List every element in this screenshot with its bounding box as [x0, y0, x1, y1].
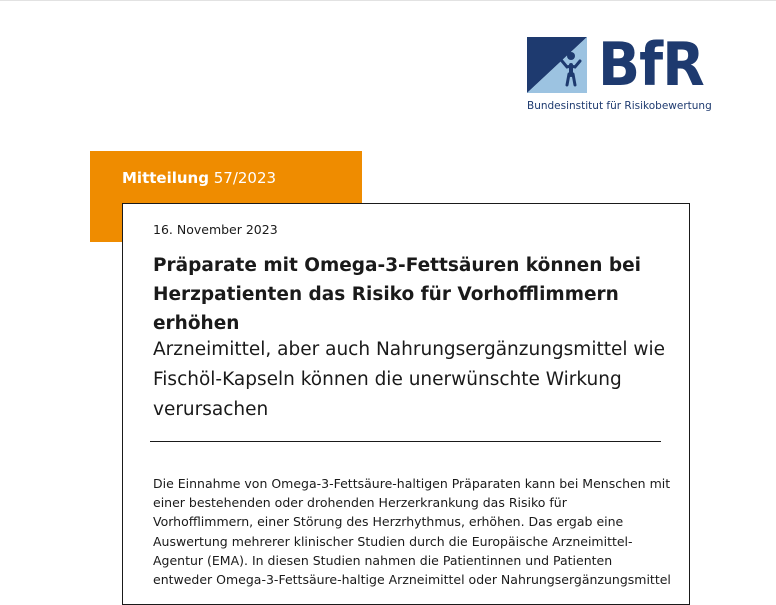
publication-label [122, 169, 276, 187]
article-box [122, 203, 690, 605]
bfr-logo-mark-icon [527, 37, 587, 93]
article-body [153, 474, 673, 589]
publication-type: Mitteilung [122, 169, 209, 187]
article-headline: Präparate mit Omega-3-Fettsäuren können bei Herzpatienten das Risiko für Vorhofflimmern erhöhen [153, 255, 641, 334]
bfr-logo [527, 30, 727, 117]
article-subheadline: Arzneimittel, aber auch Nahrungsergänzungsmittel wie Fischöl-Kapseln können die unerwünschte Wirkung verursachen [153, 339, 666, 420]
divider [150, 441, 661, 442]
body-line: einer bestehenden oder drohenden Herzerkrankung das Risiko für [153, 495, 567, 511]
page-top-border [0, 0, 776, 1]
body-line: Agentur (EMA). In diesen Studien nahmen die Patientinnen und Patienten [153, 552, 613, 568]
bfr-logo-wordmark: BfR [598, 30, 704, 100]
publication-date: 16. November 2023 [153, 222, 278, 237]
body-line: entweder Omega-3-Fettsäure-haltige Arzneimittel oder Nahrungsergänzungsmittel [153, 572, 671, 588]
body-line: Die Einnahme von Omega-3-Fettsäure-haltigen Präparaten kann bei Menschen mit [153, 476, 671, 491]
publication-number: 57/2023 [213, 169, 277, 187]
body-line: Auswertung mehrerer klinischer Studien durch die Europäische Arzneimittel- [153, 533, 633, 549]
body-line: Vorhofflimmern, einer Störung des Herzrhythmus, erhöhen. Das ergab eine [153, 514, 624, 530]
bfr-logo-subtitle: Bundesinstitut für Risikobewertung [527, 100, 712, 112]
